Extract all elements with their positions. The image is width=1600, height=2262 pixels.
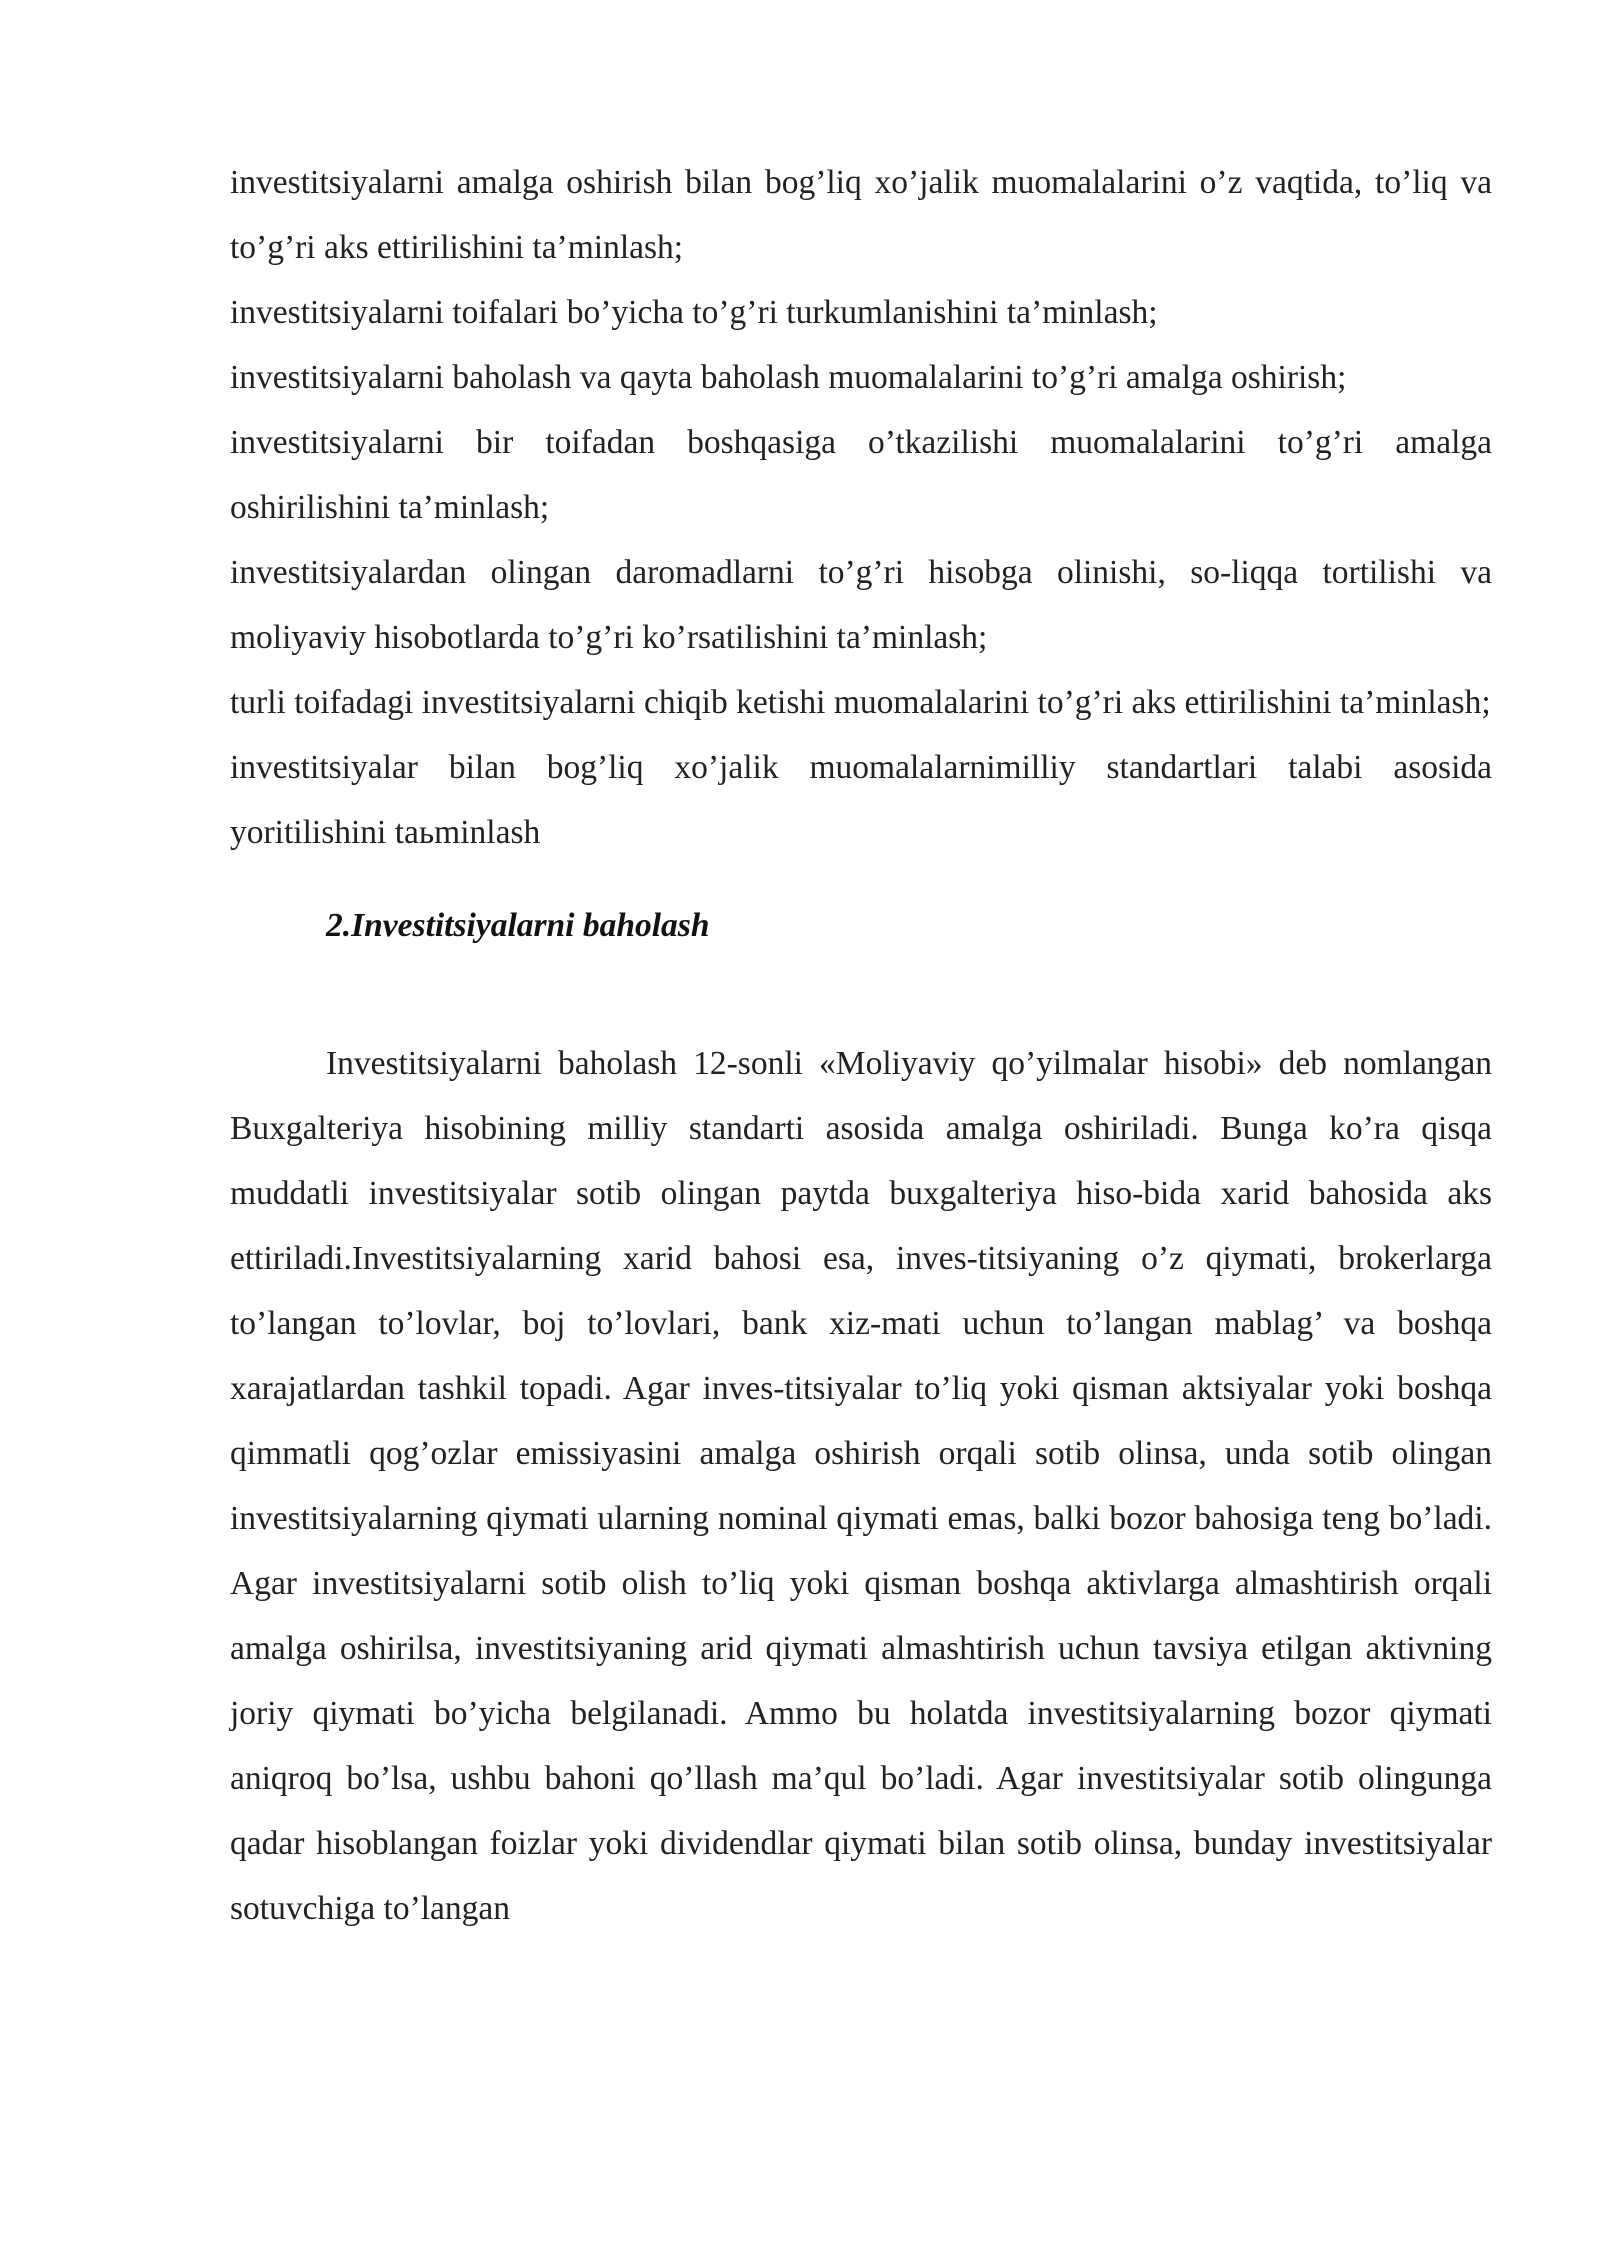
list-item: investitsiyalarni toifalari bo’yicha to’g’ri turkumlanishini ta’minlash;	[230, 294, 1158, 331]
document-text	[230, 150, 1492, 1941]
list-item: investitsiyalar bilan bog’liq xo’jalik muomalalarnimilliy standartlari talabi asosida yoritilishini taьminlash	[230, 749, 1492, 851]
list-item: investitsiyalardan olingan daromadlarni to’g’ri hisobga olinishi, so-liqqa tortilishi va moliyaviy hisobotlarda to’g’ri ko’rsatilishini ta’minlash;	[230, 554, 1492, 656]
list-item: investitsiyalarni amalga oshirish bilan bog’liq xo’jalik muomalalarini o’z vaqtida, to’liq va to’g’ri aks ettirilishini ta’minlash;	[230, 164, 1492, 266]
list-item: investitsiyalarni bir toifadan boshqasiga o’tkazilishi muomalalarini to’g’ri amalga oshirilishini ta’minlash;	[230, 424, 1492, 526]
section-heading: 2.Investitsiyalarni baholash	[326, 907, 710, 944]
body-paragraph: Investitsiyalarni baholash 12-sonli «Moliyaviy qo’yilmalar hisobi» deb nomlangan Buxgalteriya hisobining milliy standarti asosida amalga oshiriladi. Bunga ko’ra qisqa muddatli investitsiyalar sotib olingan paytda buxgalteriya hiso-bida xarid bahosida aks ettiriladi.Investitsiyalarning xarid bahosi esa, inves-titsiyaning o’z qiymati, brokerlarga to’langan to’lovlar, boj to’lovlari, bank xiz-mati uchun to’langan mablag’ va boshqa xarajatlardan tashkil topadi. Agar inves-titsiyalar to’liq yoki qisman aktsiyalar yoki boshqa qimmatli qog’ozlar emissiyasini amalga oshirish orqali sotib olinsa, unda sotib olingan investitsiyalarning qiymati ularning nominal qiymati emas, balki bozor bahosiga teng bo’ladi. Agar investitsiyalarni sotib olish to’liq yoki qisman boshqa aktivlarga almashtirish orqali amalga oshirilsa, investitsiyaning arid qiymati almashtirish uchun tavsiya etilgan aktivning joriy qiymati bo’yicha belgilanadi. Ammo bu holatda investitsiyalarning bozor qiymati aniqroq bo’lsa, ushbu bahoni qo’llash ma’qul bo’ladi. Agar investitsiyalar sotib olingunga qadar hisoblangan foizlar yoki dividendlar qiymati bilan sotib olinsa, bunday investitsiyalar sotuvchiga to’langan	[230, 1045, 1492, 1927]
list-item: investitsiyalarni baholash va qayta baholash muomalalarini to’g’ri amalga oshirish;	[230, 359, 1347, 396]
list-item: turli toifadagi investitsiyalarni chiqib ketishi muomalalarini to’g’ri aks ettirilishini ta’minlash;	[230, 684, 1491, 721]
